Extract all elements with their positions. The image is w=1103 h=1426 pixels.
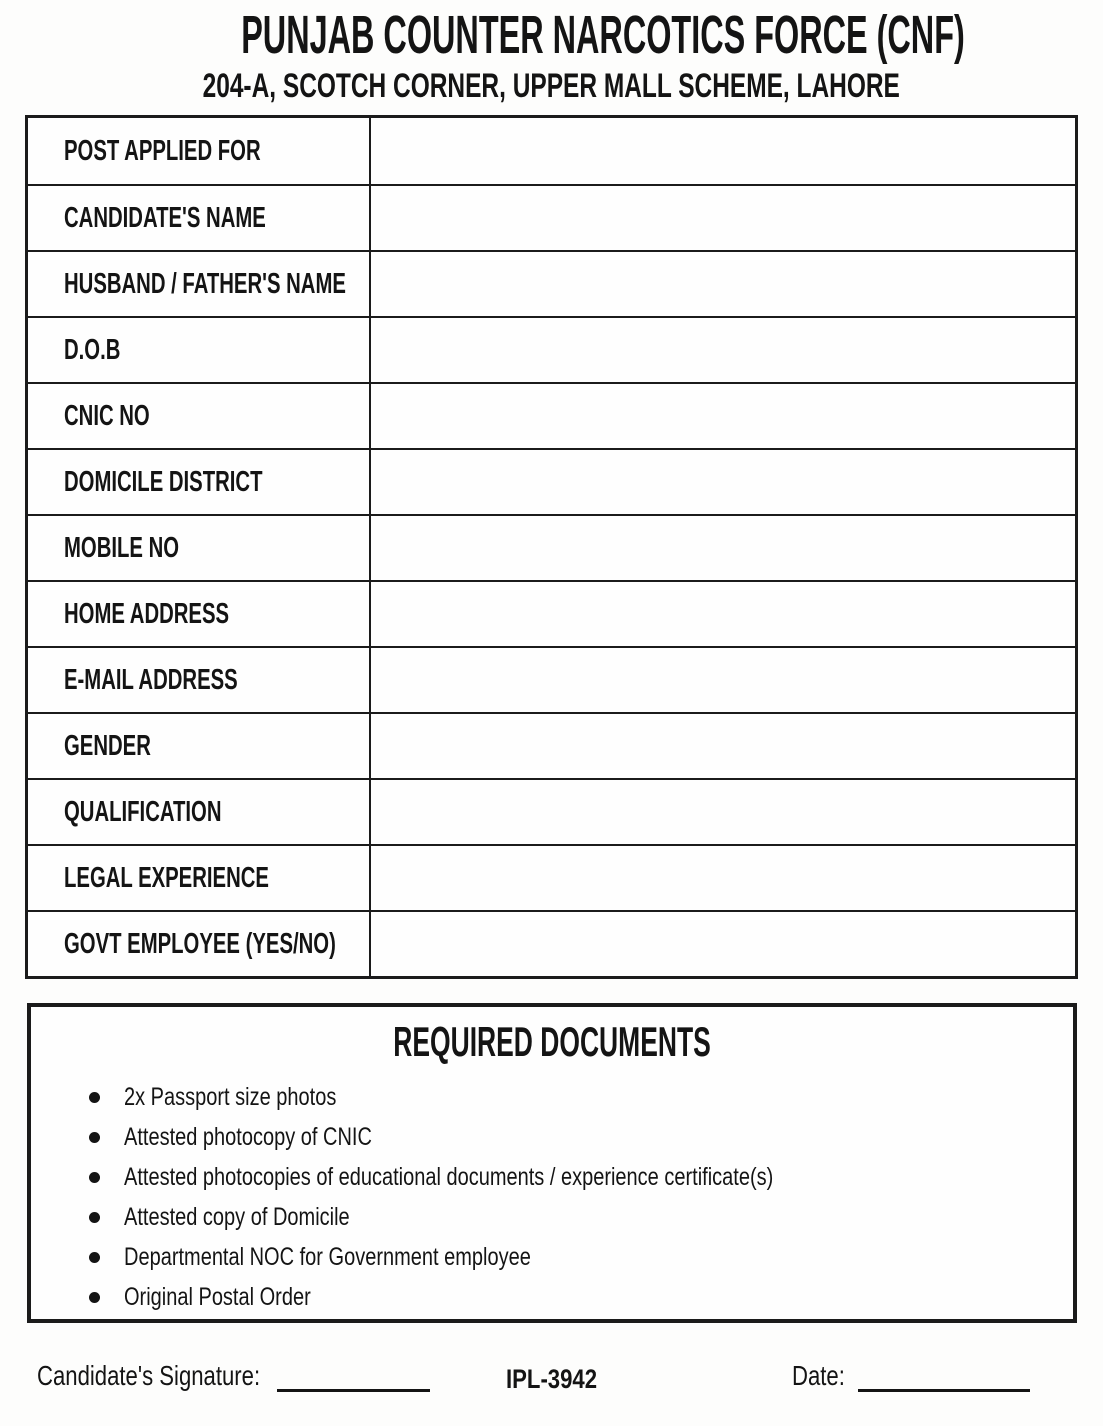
list-item [89,1237,1073,1277]
field-value-cell [371,118,1075,184]
field-label-cell [28,516,371,580]
required-documents-title: REQUIRED DOCUMENTS [393,1018,711,1065]
field-label: POST APPLIED FOR [64,134,261,167]
field-value-cell [371,846,1075,910]
table-row [28,316,1075,382]
list-item [89,1197,1073,1237]
field-label-cell [28,118,371,184]
field-label: DOMICILE DISTRICT [64,465,263,498]
table-row [28,778,1075,844]
table-row [28,448,1075,514]
table-row [28,712,1075,778]
field-label-cell [28,912,371,976]
field-label-cell [28,780,371,844]
document-item-text: Attested photocopies of educational documents / experience certificate(s) [124,1162,774,1191]
field-value-cell [371,714,1075,778]
page-subtitle: 204-A, SCOTCH CORNER, UPPER MALL SCHEME, LAHORE [202,67,901,105]
field-label: GENDER [64,729,151,762]
form-header [0,5,1103,105]
form-code: IPL-3942 [505,1364,598,1394]
field-label: E-MAIL ADDRESS [64,663,238,696]
field-value-cell [371,516,1075,580]
table-row [28,910,1075,976]
field-label-cell [28,252,371,316]
field-label-cell [28,648,371,712]
document-item-text: Attested copy of Domicile [124,1202,350,1231]
table-row [28,844,1075,910]
field-label-cell [28,318,371,382]
table-row [28,646,1075,712]
field-value-cell [371,186,1075,250]
field-label: D.O.B [64,333,121,366]
table-row [28,580,1075,646]
field-label: HOME ADDRESS [64,597,230,630]
signature-label: Candidate's Signature: [37,1360,261,1391]
list-item [89,1277,1073,1317]
field-value-cell [371,252,1075,316]
table-row [28,118,1075,184]
field-value-cell [371,450,1075,514]
field-label-cell [28,450,371,514]
document-item-text: Original Postal Order [124,1282,311,1311]
bullet-icon [89,1212,100,1223]
date-line [858,1363,1030,1392]
field-label-cell [28,714,371,778]
date-block [792,1360,1030,1392]
field-label-cell [28,384,371,448]
bullet-icon [89,1292,100,1303]
bullet-icon [89,1132,100,1143]
field-value-cell [371,648,1075,712]
list-item [89,1157,1073,1197]
field-value-cell [371,318,1075,382]
required-documents-list [31,1077,1073,1317]
document-item-text: 2x Passport size photos [124,1082,337,1111]
form-footer [0,1360,1103,1406]
field-label-cell [28,186,371,250]
page-title: PUNJAB COUNTER NARCOTICS FORCE (CNF) [241,5,965,65]
bullet-icon [89,1172,100,1183]
bullet-icon [89,1252,100,1263]
field-label-cell [28,846,371,910]
table-row [28,250,1075,316]
date-label: Date: [792,1360,845,1391]
field-label: MOBILE NO [64,531,180,564]
table-row [28,382,1075,448]
field-value-cell [371,582,1075,646]
field-label: CNIC NO [64,399,150,432]
field-label: HUSBAND / FATHER'S NAME [64,267,346,300]
table-row [28,514,1075,580]
document-item-text: Attested photocopy of CNIC [124,1122,372,1151]
field-value-cell [371,384,1075,448]
field-label: QUALIFICATION [64,795,222,828]
required-documents-section [27,1003,1077,1323]
list-item [89,1117,1073,1157]
field-label: LEGAL EXPERIENCE [64,861,269,894]
list-item [89,1077,1073,1117]
bullet-icon [89,1092,100,1103]
field-label-cell [28,582,371,646]
field-value-cell [371,912,1075,976]
table-row [28,184,1075,250]
document-item-text: Departmental NOC for Government employee [124,1242,531,1271]
field-value-cell [371,780,1075,844]
field-label: GOVT EMPLOYEE (YES/NO) [64,927,336,960]
field-label: CANDIDATE'S NAME [64,201,266,234]
application-table [25,115,1078,979]
